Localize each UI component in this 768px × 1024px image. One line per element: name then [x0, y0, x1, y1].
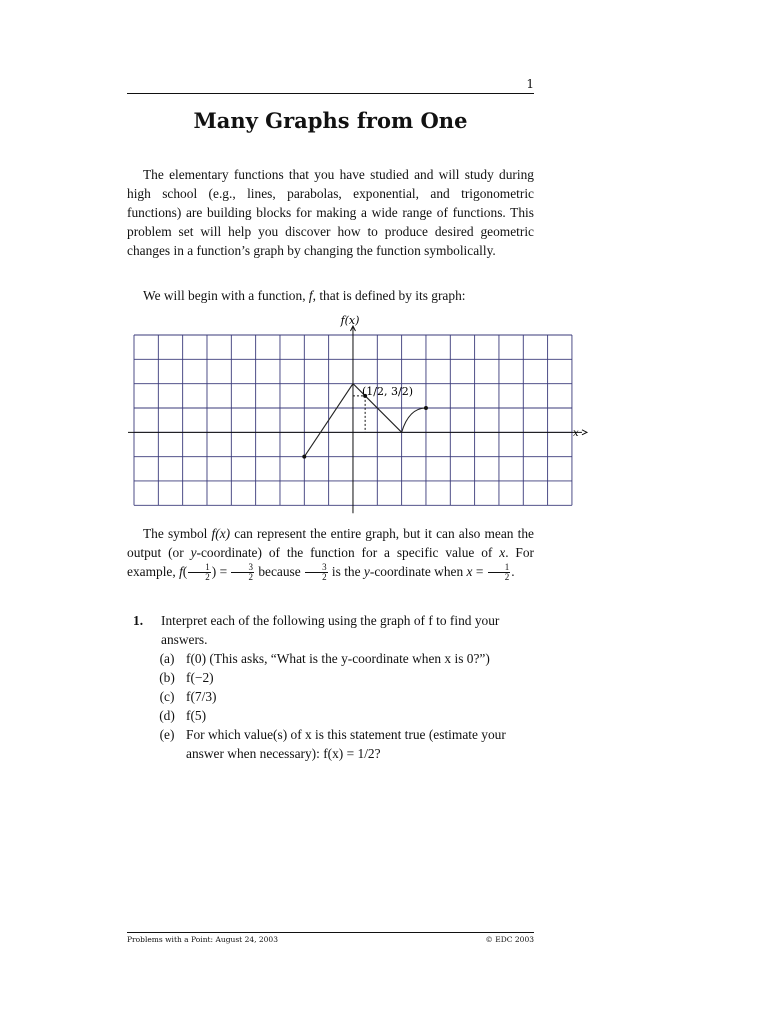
x-variable: x [499, 545, 506, 560]
fx-symbol: f(x) [211, 526, 231, 541]
item-label: (b) [159, 670, 175, 685]
fraction-half-2: $\frac{1}{2}$ [488, 563, 511, 582]
x-axis-label: x [573, 428, 579, 439]
footer-rule [127, 932, 534, 933]
item-label: (d) [159, 708, 175, 723]
item-text: f(−2) [186, 670, 214, 685]
symbol-text-4: . For example, [127, 545, 535, 579]
item-text: For which value(s) of x is this statement true (estimate your answer when necessary): f(x) = 1/2? [186, 727, 506, 761]
symbol-text-5: because [254, 564, 305, 579]
problem-item-a [161, 649, 534, 668]
symbol-text-6: is the [328, 564, 364, 579]
fraction-three-halves: $\frac{3}{2}$ [231, 563, 254, 582]
problem-item-c [161, 687, 534, 706]
footer-right: © EDC 2003 [485, 935, 534, 944]
x-variable-2: x [466, 564, 473, 579]
begin-text-before: We will begin with a function, [143, 288, 309, 303]
item-text: f(5) [186, 708, 207, 723]
function-graph [122, 308, 592, 518]
symbol-text-1: The symbol [143, 526, 212, 541]
symbol-text-7: -coordinate when [369, 564, 467, 579]
header-rule [127, 93, 534, 94]
symbol-text-3: -coordinate) of the function for a specific value of [196, 545, 500, 560]
symbol-text-2: can represent the entire graph, but it can also mean the output (or [127, 526, 534, 560]
footer-left: Problems with a Point: August 24, 2003 [127, 935, 278, 944]
item-text: f(0) (This asks, “What is the y-coordinate when x is 0?”) [186, 651, 490, 666]
y-variable: y [190, 545, 197, 560]
item-label: (a) [159, 651, 175, 666]
item-text: f(7/3) [186, 689, 217, 704]
fraction-half: $\frac{1}{2}$ [188, 563, 211, 582]
item-label: (e) [159, 727, 175, 742]
problem-item-d [161, 706, 534, 725]
y-axis-label: f(x) [340, 314, 360, 327]
x-axis-arrow [582, 430, 587, 435]
begin-paragraph [127, 286, 534, 305]
problem-item-e [161, 725, 534, 763]
f-symbol: f [179, 564, 183, 579]
page-number: 1 [526, 77, 534, 91]
function-variable: f [308, 288, 313, 303]
page-title: Many Graphs from One [193, 108, 468, 133]
curved-segment [402, 408, 426, 432]
fraction-three-halves-2: $\frac{3}{2}$ [305, 563, 328, 582]
begin-text-after: , that is defined by its graph: [312, 288, 466, 303]
problem-prompt: Interpret each of the following using the graph of f to find your answers. [161, 613, 500, 647]
intro-paragraph: The elementary functions that you have studied and will study during high school (e.g., lines, parabolas, exponential, and trigonometric functions) are building blocks for making a wide range of functions. This problem set will help you discover how to produce desired geometric changes in a function’s graph by changing the function symbolically. [127, 167, 534, 258]
marked-point [424, 406, 428, 410]
item-label: (c) [159, 689, 175, 704]
symbol-paragraph: The symbol f(x) can represent the entire graph, but it can also mean the output (or y-coordinate) of the function for a specific value of x. For example, f( $\frac{1}{2}$ ) = $\frac{3}{2}$ because $\frac{3}{2}$ is the y-coordinate when x = $\frac{1}{2}$ . [127, 526, 535, 583]
axes [128, 326, 587, 513]
problem-number: 1. [133, 613, 144, 628]
marked-point [302, 455, 306, 459]
y-variable-2: y [363, 564, 370, 579]
problem-item-b [161, 668, 534, 687]
problem-1 [127, 611, 534, 763]
point-label: (1/2, 3/2) [362, 385, 413, 398]
